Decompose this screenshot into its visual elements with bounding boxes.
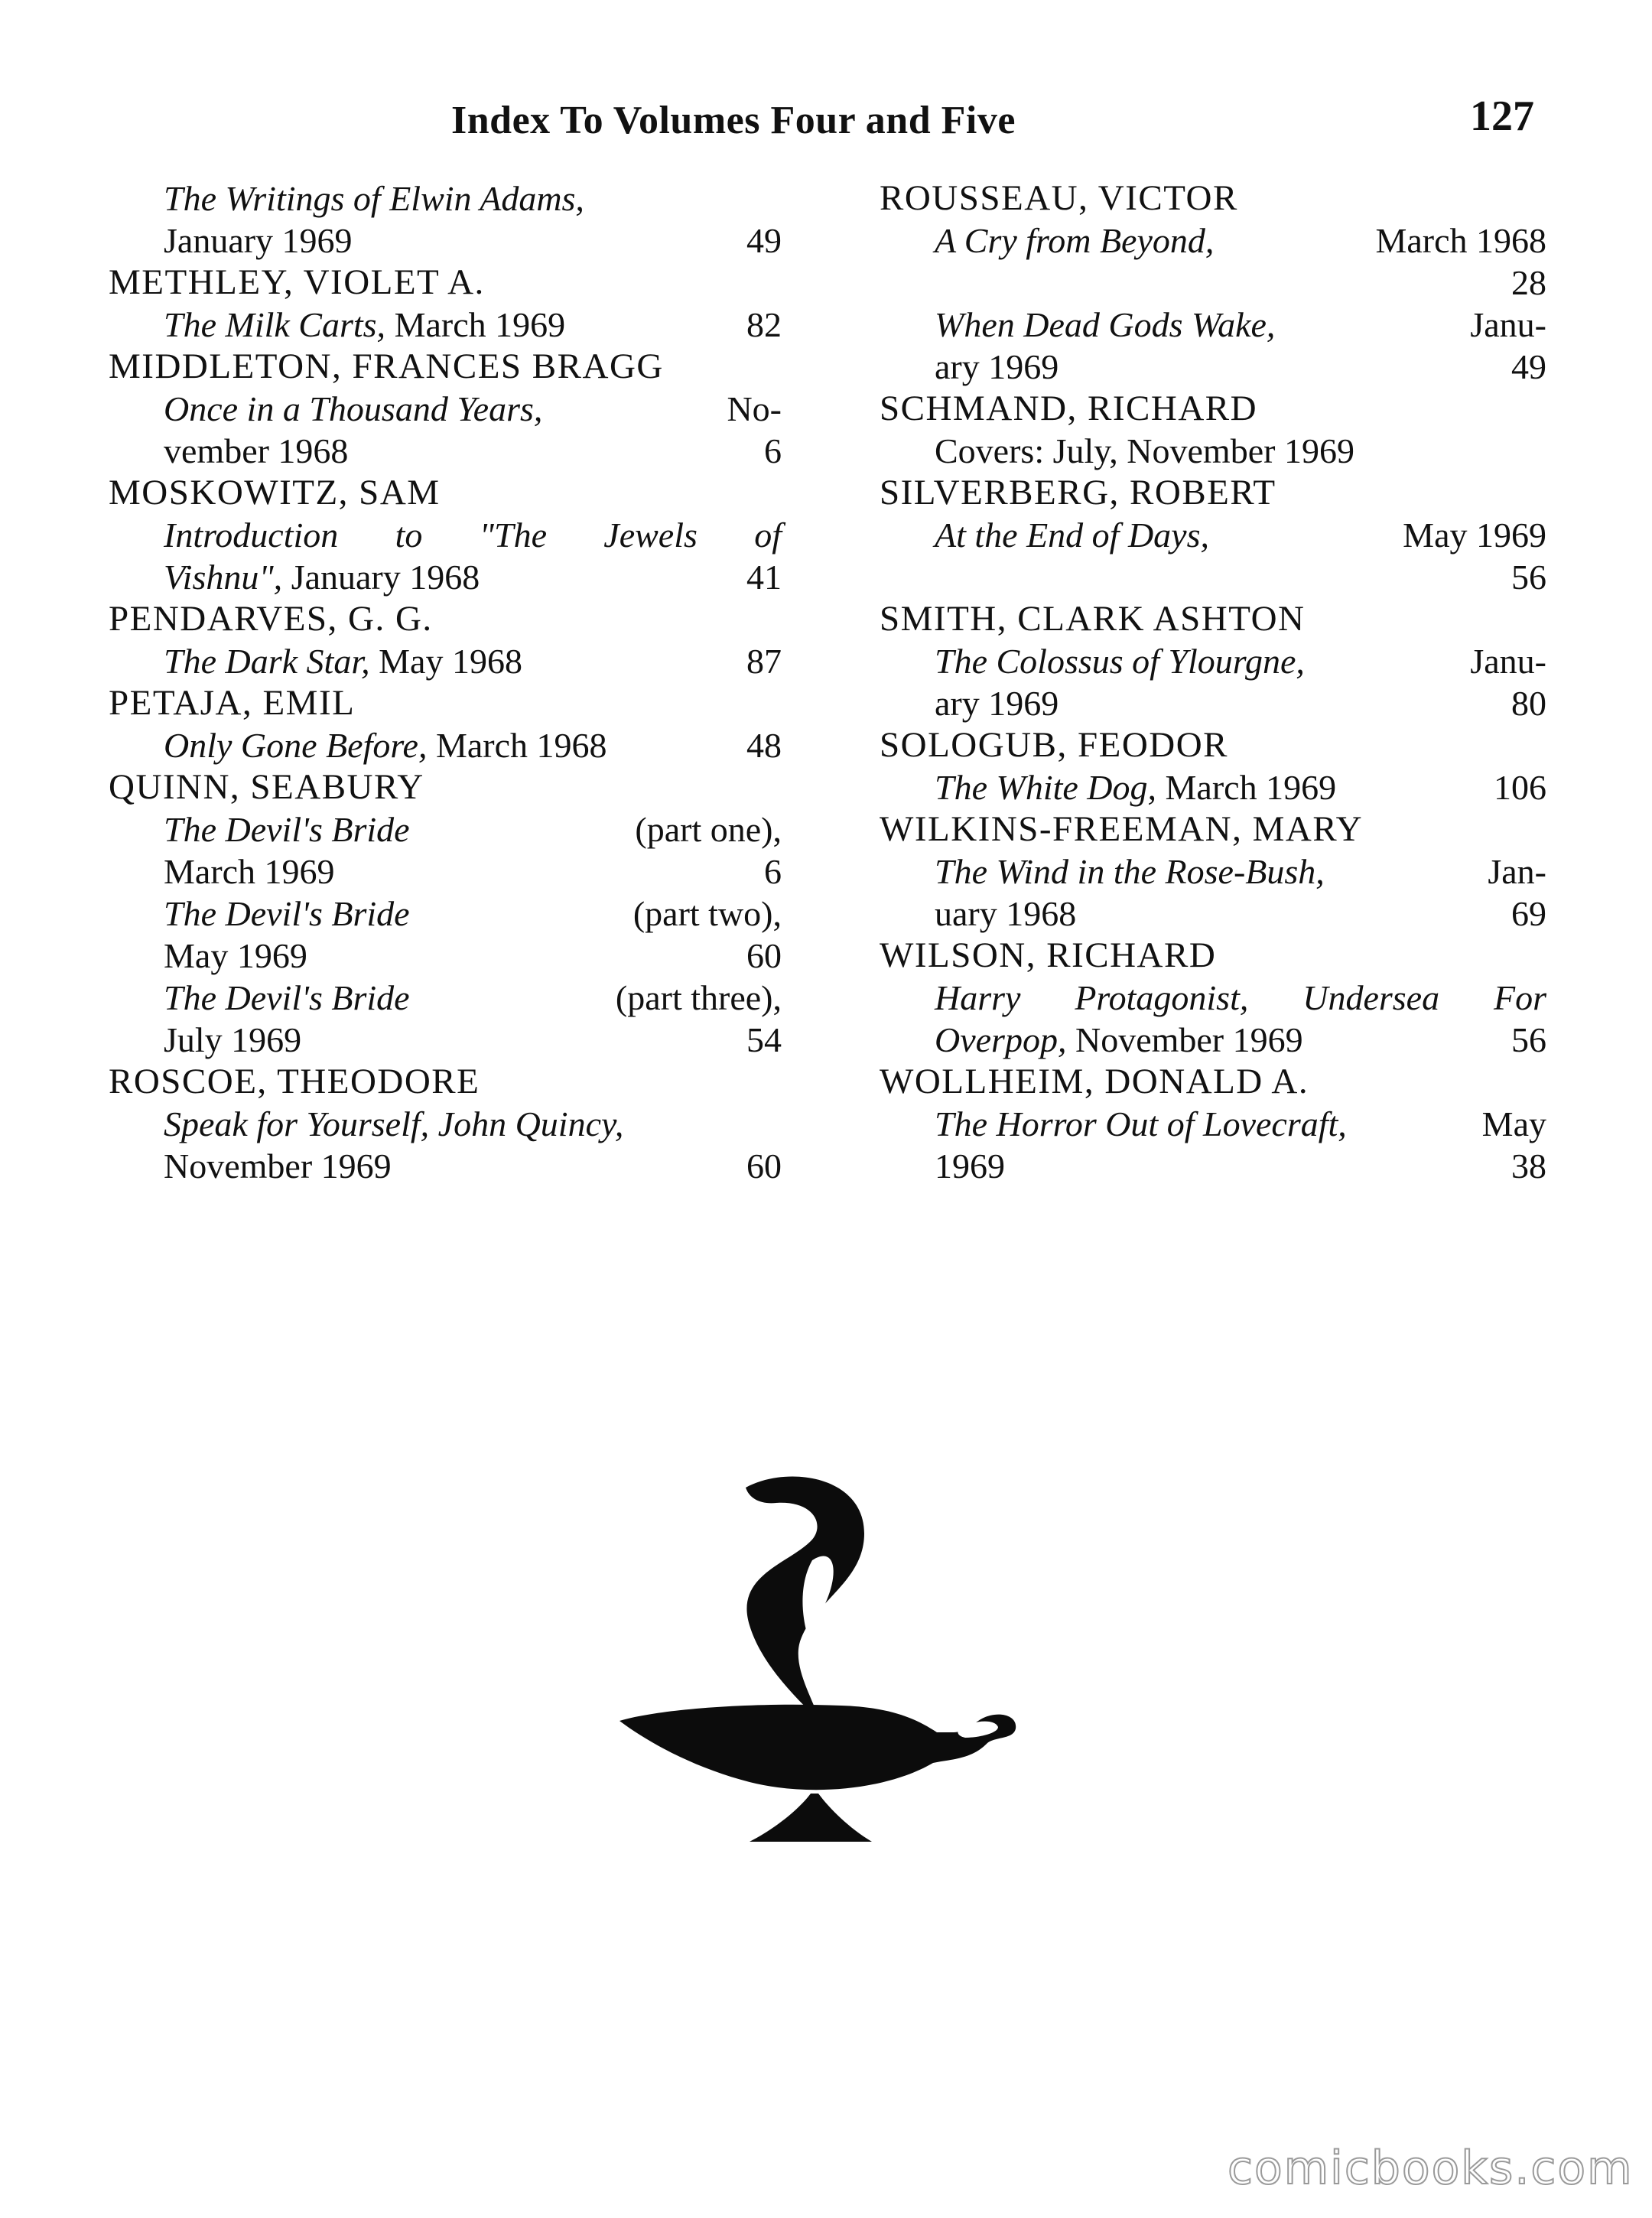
work-entry — [109, 640, 782, 682]
work-date: March 1969 — [164, 852, 335, 891]
work-entry — [109, 514, 782, 598]
work-title: The Devil's Bride — [164, 978, 410, 1017]
author-name: WILKINS-FREEMAN, MARY — [880, 809, 1364, 849]
work-title: When Dead Gods Wake, — [935, 305, 1276, 344]
index-column-right — [880, 177, 1546, 1187]
author-name: MOSKOWITZ, SAM — [109, 473, 441, 512]
work-date-part: May — [1481, 1104, 1546, 1143]
index-entry — [109, 472, 782, 598]
work-page: 60 — [746, 1146, 782, 1185]
work-date: July 1969 — [164, 1020, 302, 1059]
work-title: Harry Protagonist, Undersea For — [935, 978, 1546, 1017]
work-title-cont: Overpop, — [935, 1020, 1067, 1059]
work-entry — [880, 514, 1546, 598]
work-title: A Cry from Beyond, — [935, 221, 1215, 260]
work-title: The Devil's Bride — [164, 810, 410, 849]
work-entry — [109, 893, 782, 977]
work-title: Only Gone Before, — [164, 726, 428, 765]
work-page: 60 — [746, 936, 782, 975]
work-entry — [109, 977, 782, 1061]
work-title: The White Dog, — [935, 768, 1157, 807]
work-title: At the End of Days, — [935, 515, 1209, 554]
work-page: 56 — [1511, 1020, 1546, 1059]
page-number: 127 — [1470, 93, 1534, 140]
index-entry — [109, 262, 782, 346]
work-date: May 1969 — [164, 936, 307, 975]
work-entry — [880, 220, 1546, 304]
work-date: January 1969 — [164, 221, 353, 260]
work-date: ary 1969 — [935, 684, 1059, 723]
work-date-part: No- — [727, 389, 782, 428]
work-date: vember 1968 — [164, 431, 349, 470]
index-entry — [109, 766, 782, 1061]
index-entry — [880, 724, 1546, 808]
author-name: METHLEY, VIOLET A. — [109, 262, 485, 302]
work-date: March 1968 — [1375, 221, 1546, 260]
work-page: 41 — [746, 558, 782, 597]
author-name: WOLLHEIM, DONALD A. — [880, 1062, 1309, 1101]
index-entry — [880, 177, 1546, 388]
work-date-part: Janu- — [1470, 642, 1546, 681]
page-title: Index To Volumes Four and Five — [451, 99, 1016, 142]
work-entry — [880, 1103, 1546, 1187]
author-name: PETAJA, EMIL — [109, 683, 356, 723]
author-name: SOLOGUB, FEODOR — [880, 725, 1228, 765]
work-page: 106 — [1494, 768, 1546, 807]
work-date: November 1969 — [164, 1146, 392, 1185]
work-entry — [109, 304, 782, 346]
work-page: 54 — [746, 1020, 782, 1059]
work-entry — [880, 766, 1546, 808]
index-entry — [109, 682, 782, 766]
oil-lamp-flame-icon — [612, 1468, 1055, 1851]
work-page: 6 — [764, 431, 782, 470]
work-page: 87 — [746, 642, 782, 681]
work-date: May 1969 — [1403, 515, 1546, 554]
index-entry — [109, 1061, 782, 1187]
index-entry — [109, 177, 782, 262]
author-name: SMITH, CLARK ASHTON — [880, 599, 1306, 639]
work-page: 82 — [746, 305, 782, 344]
work-page: 38 — [1511, 1146, 1546, 1185]
work-page: 49 — [1511, 347, 1546, 386]
work-date: January 1968 — [291, 558, 480, 597]
work-date: May 1968 — [379, 642, 522, 681]
work-date-part: Jan- — [1488, 852, 1546, 891]
work-entry — [109, 177, 782, 262]
work-title: The Devil's Bride — [164, 894, 410, 933]
watermark: comicbooks.com — [1228, 2142, 1634, 2195]
work-page: 49 — [746, 221, 782, 260]
work-title: Speak for Yourself, John Quincy, — [164, 1104, 624, 1143]
index-entry — [109, 598, 782, 682]
author-name: MIDDLETON, FRANCES BRAGG — [109, 346, 664, 386]
author-name: SCHMAND, RICHARD — [880, 389, 1258, 428]
work-entry — [880, 304, 1546, 388]
work-part: (part one), — [635, 810, 782, 849]
work-page: 28 — [1511, 263, 1546, 302]
index-entry — [880, 935, 1546, 1061]
work-date: March 1969 — [394, 305, 566, 344]
author-name: ROUSSEAU, VICTOR — [880, 178, 1238, 218]
work-title: The Horror Out of Lovecraft, — [935, 1104, 1347, 1143]
work-entry — [880, 977, 1546, 1061]
work-title: Introduction to "The Jewels of — [164, 515, 782, 554]
work-date: ary 1969 — [935, 347, 1059, 386]
work-entry — [880, 850, 1546, 935]
index-entry — [880, 598, 1546, 724]
index-entry — [109, 346, 782, 472]
work-title-cont: Vishnu", — [164, 558, 283, 597]
work-entry — [109, 1103, 782, 1187]
author-name: WILSON, RICHARD — [880, 935, 1217, 975]
work-part: (part three), — [615, 978, 782, 1017]
work-page: 6 — [764, 852, 782, 891]
work-page: 56 — [1511, 558, 1546, 597]
work-date: November 1969 — [1075, 1020, 1303, 1059]
index-entry — [880, 1061, 1546, 1187]
work-entry — [880, 640, 1546, 724]
work-entry — [880, 430, 1546, 472]
index-entry — [880, 808, 1546, 935]
work-entry — [109, 808, 782, 893]
work-date-part: Janu- — [1470, 305, 1546, 344]
author-name: ROSCOE, THEODORE — [109, 1062, 480, 1101]
work-page: 69 — [1511, 894, 1546, 933]
work-title: The Dark Star, — [164, 642, 370, 681]
author-name: QUINN, SEABURY — [109, 767, 424, 807]
work-title: The Milk Carts, — [164, 305, 386, 344]
work-part: (part two), — [633, 894, 782, 933]
work-title: Once in a Thousand Years, — [164, 389, 543, 428]
work-entry — [109, 388, 782, 472]
work-page: 48 — [746, 726, 782, 765]
work-date: March 1968 — [435, 726, 607, 765]
work-date: uary 1968 — [935, 894, 1077, 933]
work-date: 1969 — [935, 1146, 1005, 1185]
author-name: PENDARVES, G. G. — [109, 599, 433, 639]
work-title: The Writings of Elwin Adams, — [164, 179, 584, 218]
index-entry — [880, 388, 1546, 472]
work-date: March 1969 — [1165, 768, 1337, 807]
work-title: The Wind in the Rose-Bush, — [935, 852, 1325, 891]
work-title: The Colossus of Ylourgne, — [935, 642, 1305, 681]
index-entry — [880, 472, 1546, 598]
work-entry — [109, 724, 782, 766]
author-name: SILVERBERG, ROBERT — [880, 473, 1276, 512]
work-text: Covers: July, November 1969 — [935, 431, 1354, 470]
index-column-left — [109, 177, 782, 1187]
work-page: 80 — [1511, 684, 1546, 723]
